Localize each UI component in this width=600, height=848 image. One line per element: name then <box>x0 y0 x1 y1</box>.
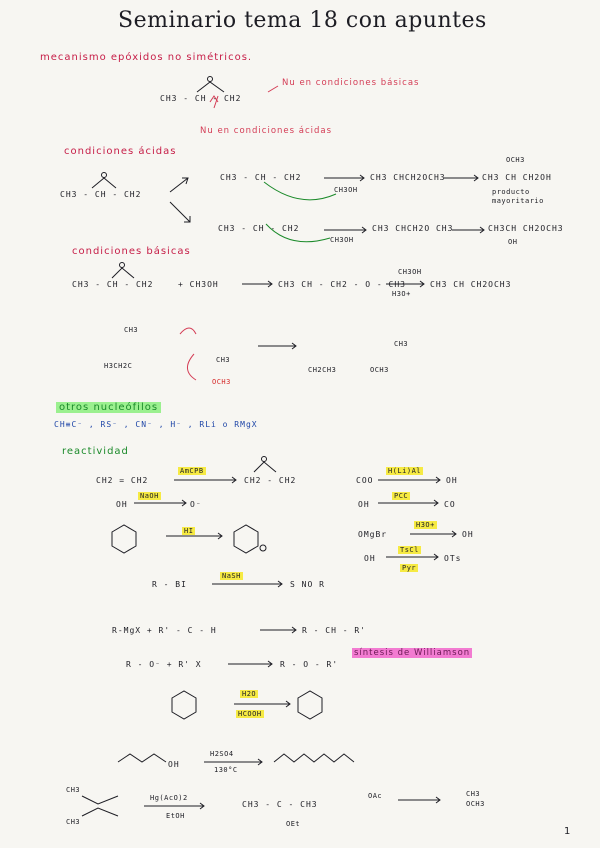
r8-left: R - BI <box>152 580 187 589</box>
basic-h3o: H3O+ <box>392 290 411 298</box>
acid-top-oxonium: CH3 CHCH2OCH3 <box>370 173 446 182</box>
r5-right: CO <box>444 500 456 509</box>
r4-left: COO <box>356 476 374 485</box>
acid-reactant: CH3 - CH - CH2 <box>60 190 142 199</box>
r13-far: CH3 <box>466 790 481 798</box>
r13-mid: CH3 - C - CH3 <box>242 800 318 809</box>
r1-reagent: AmCPB <box>180 467 204 475</box>
r5-reagent: PCC <box>394 492 409 500</box>
r2-right: O⁻ <box>190 500 202 509</box>
r12-left: OH <box>168 760 180 769</box>
r4-right: OH <box>446 476 458 485</box>
r3-reagent: HI <box>184 527 194 535</box>
page-number: 1 <box>564 826 571 837</box>
r8-right: S NO R <box>290 580 325 589</box>
r6-left: OMgBr <box>358 530 388 539</box>
r2-left: OH <box>116 500 128 509</box>
r11-reagent-hcooh: HCOOH <box>238 710 262 718</box>
acid-bottom-product: CH3CH CH2OCH3 <box>488 224 564 233</box>
section-basic: condiciones básicas <box>72 246 191 257</box>
r13-left-bottom: CH3 <box>66 818 81 826</box>
r13-left-top: CH3 <box>66 786 81 794</box>
r12-temp: 130°C <box>214 766 238 774</box>
note-williamson: síntesis de Williamson <box>354 648 471 658</box>
r13-reagent-2: EtOH <box>166 812 185 820</box>
stereo-ch3: CH3 <box>124 326 139 334</box>
r7-reagent: TsCl <box>400 546 419 554</box>
stereo-prod-ch2ch3: CH2CH3 <box>308 366 337 374</box>
section-nucleophiles: otros nucleófilos <box>56 402 161 413</box>
page-title: Seminario tema 18 con apuntes <box>118 8 487 33</box>
nucleophile-list: CH≡C⁻ , RS⁻ , CN⁻ , H⁻ , RLi o RMgX <box>54 420 258 429</box>
note-major-product: producto mayoritario <box>492 188 544 205</box>
note-nu-acid: Nu en condiciones ácidas <box>200 126 333 136</box>
section-mechanism: mecanismo epóxidos no simétricos. <box>40 52 253 63</box>
r5-left: OH <box>358 500 370 509</box>
r9-right: R - CH - R' <box>302 626 366 635</box>
acid-bottom-product-sub: OH <box>508 238 518 246</box>
r6-right: OH <box>462 530 474 539</box>
basic-reagent-2: CH3OH <box>398 268 422 276</box>
basic-alkoxide: CH3 CH - CH2 - O - CH3 <box>278 280 406 289</box>
basic-product: CH3 CH CH2OCH3 <box>430 280 512 289</box>
r12-reagent: H2SO4 <box>210 750 234 758</box>
r7-left: OH <box>364 554 376 563</box>
r2-reagent: NaOH <box>140 492 159 500</box>
acid-bottom-intermediate: CH3 - CH - CH2 <box>218 224 300 233</box>
acid-top-product-sub: OCH3 <box>506 156 525 164</box>
r9-left: R-MgX + R' - C - H <box>112 626 217 635</box>
r7-reagent-2: Pyr <box>402 564 417 572</box>
r13-right: OAc <box>368 792 383 800</box>
r1-right: CH2 - CH2 <box>244 476 297 485</box>
r11-reagent-h2o: H2O <box>242 690 257 698</box>
stereo-prod-ch3: CH3 <box>394 340 409 348</box>
stereo-och3: OCH3 <box>212 378 231 386</box>
r10-left: R - O⁻ + R' X <box>126 660 202 669</box>
r13-reagent: Hg(AcO)2 <box>150 794 188 802</box>
r7-right: OTs <box>444 554 462 563</box>
r8-reagent: NaSH <box>222 572 241 580</box>
acid-bottom-reagent: CH3OH <box>330 236 354 244</box>
stereo-c2h5: H3CH2C <box>104 362 133 370</box>
r13-mid-sub: OEt <box>286 820 301 828</box>
note-nu-basic: Nu en condiciones básicas <box>282 78 420 88</box>
r4-reagent: H(Li)Al <box>388 467 422 475</box>
section-reactivity: reactividad <box>62 446 129 457</box>
epoxide-formula: CH3 - CH - CH2 <box>160 94 242 103</box>
section-acid: condiciones ácidas <box>64 146 177 157</box>
basic-reagent: + CH3OH <box>178 280 219 289</box>
acid-top-product: CH3 CH CH2OH <box>482 173 552 182</box>
acid-top-intermediate: CH3 - CH - CH2 <box>220 173 302 182</box>
r13-far-sub: OCH3 <box>466 800 485 808</box>
stereo-ch3-right: CH3 <box>216 356 231 364</box>
stereo-prod-och3: OCH3 <box>370 366 389 374</box>
acid-bottom-oxonium: CH3 CHCH2O CH3 <box>372 224 454 233</box>
basic-reactant: CH3 - CH - CH2 <box>72 280 154 289</box>
r10-right: R - O - R' <box>280 660 339 669</box>
acid-top-reagent: CH3OH <box>334 186 358 194</box>
r6-reagent: H3O+ <box>416 521 435 529</box>
r1-left: CH2 = CH2 <box>96 476 149 485</box>
